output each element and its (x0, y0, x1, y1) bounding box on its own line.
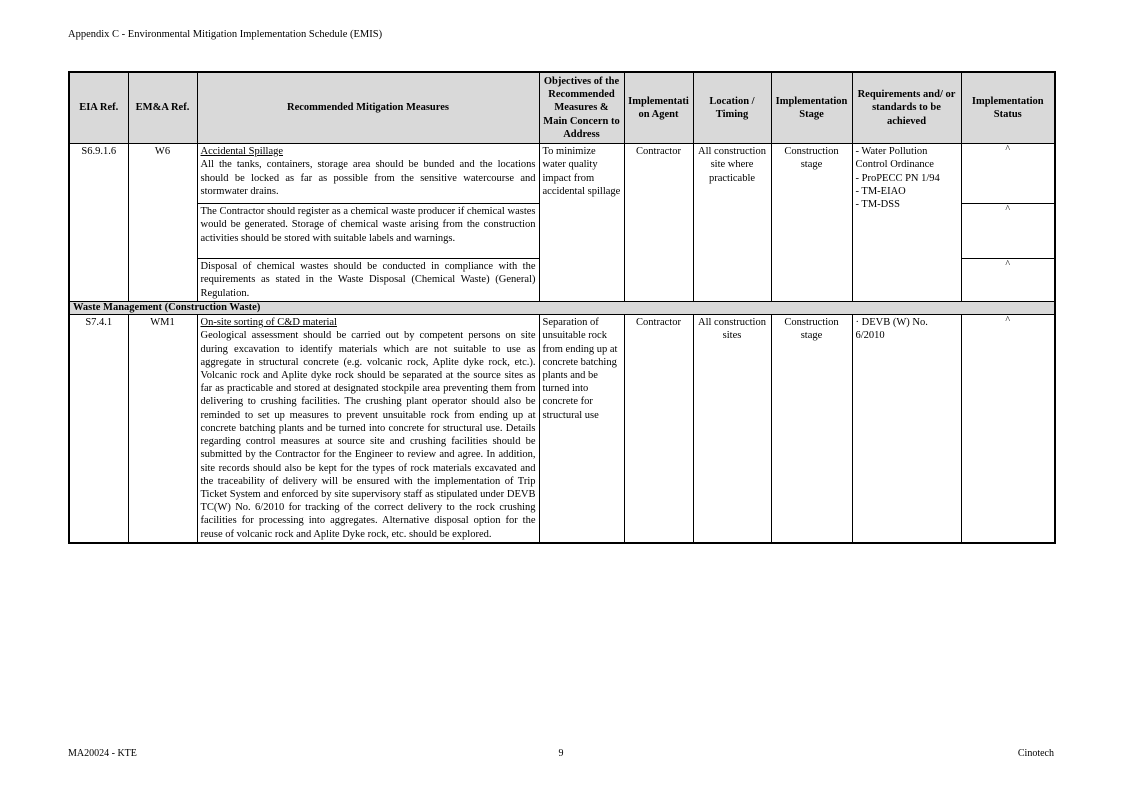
footer-company-name: Cinotech (1017, 748, 1054, 759)
col-header-objectives: Objectives of the Recommended Measures & Main Concern to Address (539, 72, 624, 144)
table-row (69, 144, 1055, 204)
requirement-item: - TM-DSS (855, 198, 900, 210)
table-row (69, 315, 1055, 543)
table-header-row (69, 72, 1055, 144)
cell-eia-ref: S6.9.1.6 (69, 144, 128, 302)
cell-status: ^ (961, 204, 1055, 259)
cell-stage: Construction stage (771, 315, 852, 543)
section-header-row (69, 302, 1055, 315)
cell-status: ^ (961, 259, 1055, 302)
col-header-ema-ref: EM&A Ref. (128, 72, 197, 144)
measure-text: The Contractor should register as a chemical waste producer if chemical wastes would be generated. Storage of chemical waste arising from the construction activities should be stored with suitable labels and warnings. (200, 206, 536, 244)
measure-title: Accidental Spillage (200, 146, 284, 158)
cell-measure-2 (197, 204, 539, 259)
col-header-stage: Implementation Stage (771, 72, 852, 144)
cell-ema-ref: WM1 (128, 315, 197, 543)
cell-agent: Contractor (624, 144, 693, 302)
requirement-item: - ProPECC PN 1/94 (855, 172, 940, 184)
cell-measure-3 (197, 259, 539, 302)
cell-measure-1 (197, 144, 539, 204)
requirement-item: - TM-EIAO (855, 185, 906, 197)
cell-location: All construction site where practicable (693, 144, 771, 302)
footer-document-ref: MA20024 - KTE (68, 748, 137, 759)
cell-measure-1 (197, 315, 539, 543)
measure-text: Disposal of chemical wastes should be conducted in compliance with the requirements as stated in the Waste Disposal (Chemical Waste) (General) Regulation. (200, 261, 536, 299)
footer-page-number: 9 (558, 748, 564, 759)
col-header-status: Implementation Status (961, 72, 1055, 144)
cell-objectives: Separation of unsuitable rock from ending up at concrete batching plants and be turned into concrete for structural use (539, 315, 624, 543)
appendix-title: Appendix C - Environmental Mitigation Implementation Schedule (EMIS) (68, 29, 383, 40)
measure-title: On-site sorting of C&D material (200, 317, 337, 329)
col-header-eia-ref: EIA Ref. (69, 72, 128, 144)
requirement-item: - Water Pollution Control Ordinance (855, 146, 934, 171)
col-header-measures: Recommended Mitigation Measures (197, 72, 539, 144)
measure-text: All the tanks, containers, storage area should be bunded and the locations should be locked as far as possible from the sensitive watercourse and stormwater drains. (200, 159, 536, 197)
cell-location: All construction sites (693, 315, 771, 543)
cell-requirements (852, 315, 961, 543)
cell-objectives: To minimize water quality impact from accidental spillage (539, 144, 624, 302)
col-header-location-timing: Location / Timing (693, 72, 771, 144)
emis-table (68, 71, 1056, 544)
requirement-item: · DEVB (W) No. 6/2010 (855, 317, 928, 342)
col-header-agent: Implementation Agent (624, 72, 693, 144)
cell-stage: Construction stage (771, 144, 852, 302)
cell-ema-ref: W6 (128, 144, 197, 302)
section-header: Waste Management (Construction Waste) (69, 302, 1055, 315)
cell-eia-ref: S7.4.1 (69, 315, 128, 543)
col-header-requirements: Requirements and/ or standards to be achieved (852, 72, 961, 144)
cell-status: ^ (961, 144, 1055, 204)
cell-status: ^ (961, 315, 1055, 543)
cell-requirements (852, 144, 961, 302)
cell-agent: Contractor (624, 315, 693, 543)
measure-text: Geological assessment should be carried out by competent persons on site during excavation to identify materials which are not suitable to use as aggregate in structural concrete (e.g. volcanic rock, Aplite dyke rock, etc.). Volcanic rock and Aplite dyke rock should be separated at the source sites as far as practicable and stored at designated stockpile area preventing them from delivering to crushing facilities. The crushing plant operator should also be reminded to set up measures to prevent unsuitable rock from ending up at concrete batching plants and be turned into concrete for structural use. Details regarding control measures at source site and crushing facilities should be submitted by the Contractor for the Engineer to review and agree. In addition, site records should also be kept for the types of rock materials excavated and the traceability of delivery will be ensured with the implementation of Trip Ticket System and enforced by site supervisory staff as stipulated under DEVB TC(W) No. 6/2010 for tracking of the correct delivery to the rock crushing facilities for processing into aggregates. Alternative disposal option for the reuse of volcanic rock and Aplite Dyke rock, etc. should be explored. (200, 330, 536, 540)
